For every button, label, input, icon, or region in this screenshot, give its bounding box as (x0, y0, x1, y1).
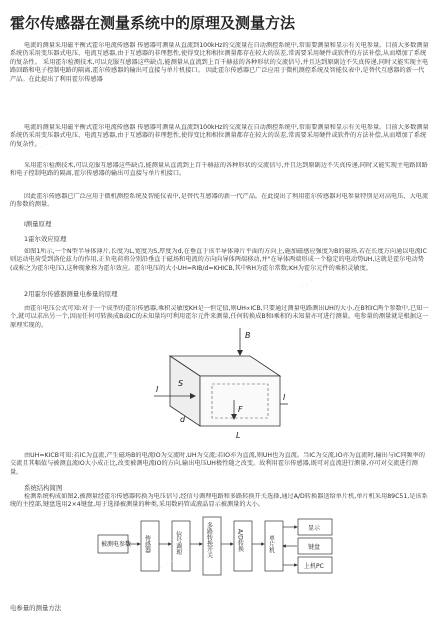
figure-system-block-diagram (96, 513, 336, 587)
paragraph-measurement-principle: 由霍尔电压公式可知:对于一个成型的霍尔传感器,乘积灵敏度KH是一恒定值,则UH∝ICB,只要通过测量电路测出UH的大小,在B和IC两个参数中,已知一个,就可以求出另一个,因而任何可转换成B或IC的未知量均可利用霍尔元件来测量,任何转换成B和I乘积的未知量亦可进行测量。电参量的测量就是根据这一原理实现的。 (10, 305, 429, 329)
block-diagram (96, 513, 336, 587)
block-input-label: 被测电参数 (101, 541, 132, 548)
section-heading-system-structure: 系统结构简图 (24, 484, 63, 492)
block-conditioner-label: 信号调理 (174, 531, 182, 555)
section-heading-measurement-method: 电参量的测量方法 (10, 604, 62, 612)
paragraph-hall-effect: 如图1所示,一个N型半导体薄片,长度为L,宽度为S,厚度为d,在垂直于该半导体薄片平面的方向上,施加磁感应强度为B的磁场,若在长度方向通以电流IC则运动电荷受到洛伦兹力的作用,正负电荷将分别沿垂直于磁场和电流的方向向导体两端移动,并"在导体两端形成一个稳定的电动势UH,这就是霍尔电动势(或称之为霍尔电压),这种现象称为霍尔效应。霍尔电压的大小UH=RIB/d=KHICB,其中RH为霍尔常数;KH为霍尔元件的乘积灵敏度。 (10, 248, 427, 272)
block-mux-label: 多路转换开关 (205, 522, 213, 558)
section-heading-principle: l测量原理 (24, 220, 52, 228)
page-title: 霍尔传感器在测量系统中的原理及测量方法 (10, 14, 296, 32)
label-length: L (236, 431, 241, 440)
label-width: S (178, 379, 184, 388)
hall-sensor-diagram (150, 326, 290, 444)
block-adc-label: A/D转换 (236, 529, 244, 552)
field-arrow-icon (237, 350, 243, 356)
paragraph-measurement-background: 电流的测量采用磁平衡式霍尔电流传感器 传感器可测量从直流到100kHz的交流量在自动测控系统中,常需要测量和显示有关电参量。目前大多数测量系统仍采用变压器式电压、电流互感器,由于互感器的非理想性,使得变比和相位测量都存在较大的误差,常需要采用硬件或软件的方法补偿,从而增加了系统的复杂性。 (10, 124, 429, 148)
paragraph-system-description: 检测系统构成如图2,被测量经霍尔传感器转换为电压信号,经信号调理电路和多路转换开关选择,通过A/D转换器送给单片机,单片机采用89C51,是该系统的主控部,键盘选用2×4键盘,用于选择被测量的种类,采用数码管或液晶显示被测量的大小。 (10, 493, 428, 509)
block-display-label: 显示 (308, 525, 321, 532)
label-field: B (245, 331, 251, 340)
block-pc-label: 上机PC (304, 563, 324, 570)
watermark-mark: · · · (38, 137, 56, 153)
figure-hall-effect (150, 326, 290, 444)
paragraph-hall-advantages: 采用霍尔检测技术,可以克服互感器这些缺点,能测量从直流到上百千赫兹的各种形状的交流信号,并且达到原副边不失真传递,同时又能实现主电路回路和电子控制电路的隔离,霍尔传感器的输出可直接与单片机接口。 (10, 162, 428, 178)
watermark-mark: · · · (158, 557, 176, 573)
paragraph-intro: 电流的测量采用磁平衡式霍尔电流传感器 传感器可测量从直流到100kHz的交流量在自动测控系统中,常需要测量和显示有关电参量。目前大多数测量系统仍采用变压器式电压、电流互感器,由于互感器的非理想性,使得变比和相位测量都存在较大的误差,常需要采用硬件或软件的方法补偿,从而增加了系统的复杂性。 采用霍尔检测技术,可以克服互感器这些缺点,能测量从直流到上百千赫兹的各种形状的交流信号,并且达到原副边不失真传递,同时又能实现主电路回路和电子控制电路的隔离,霍尔传感器的输出可直接与单片机接口。 因此霍尔传感器已广泛应用于微机测控系统及智能仪表中,是替代互感器的新一代产品。在此提出了利用霍尔传感器 (10, 42, 429, 83)
block-sensor-label: 传感器 (143, 535, 151, 553)
paragraph-ac-dc-measurement: 由UH=KICB可知:若IC为直流,产生磁场B的电流IO为交流时,UH为交流;若IO亦为直流,则UH也为直流。当IC为交流,IO亦为直流时,输出与IC同频率的交流且其幅值与被测直流IO大小成正比,改变被测电流IO的方向,输出电压UH极性随之改变。故利用霍尔传感器,既可对直流进行测量,亦可对交流进行测量。 (10, 452, 425, 476)
section-heading-hall-effect: 1霍尔效应原理 (24, 235, 67, 243)
watermark-mark: · · · (298, 277, 316, 293)
label-force: F (238, 405, 243, 414)
label-thickness: d (180, 415, 186, 424)
label-current-left: I (156, 385, 159, 394)
block-mcu-label: 单片机 (267, 535, 275, 553)
label-current-right: I (283, 393, 286, 402)
section-heading-electric-measurement: 2用霍尔传感器测量电参量的原理 (24, 290, 118, 298)
block-keyboard-label: 键盘 (308, 544, 321, 551)
paragraph-hall-applications: 因此霍尔传感器已广泛应用于微机测控系统及智能仪表中,是替代互感器的新一代产品。在此提出了利用霍尔传感器对电参量特别是对高电压、大电流的参数的测量。 (10, 193, 429, 209)
